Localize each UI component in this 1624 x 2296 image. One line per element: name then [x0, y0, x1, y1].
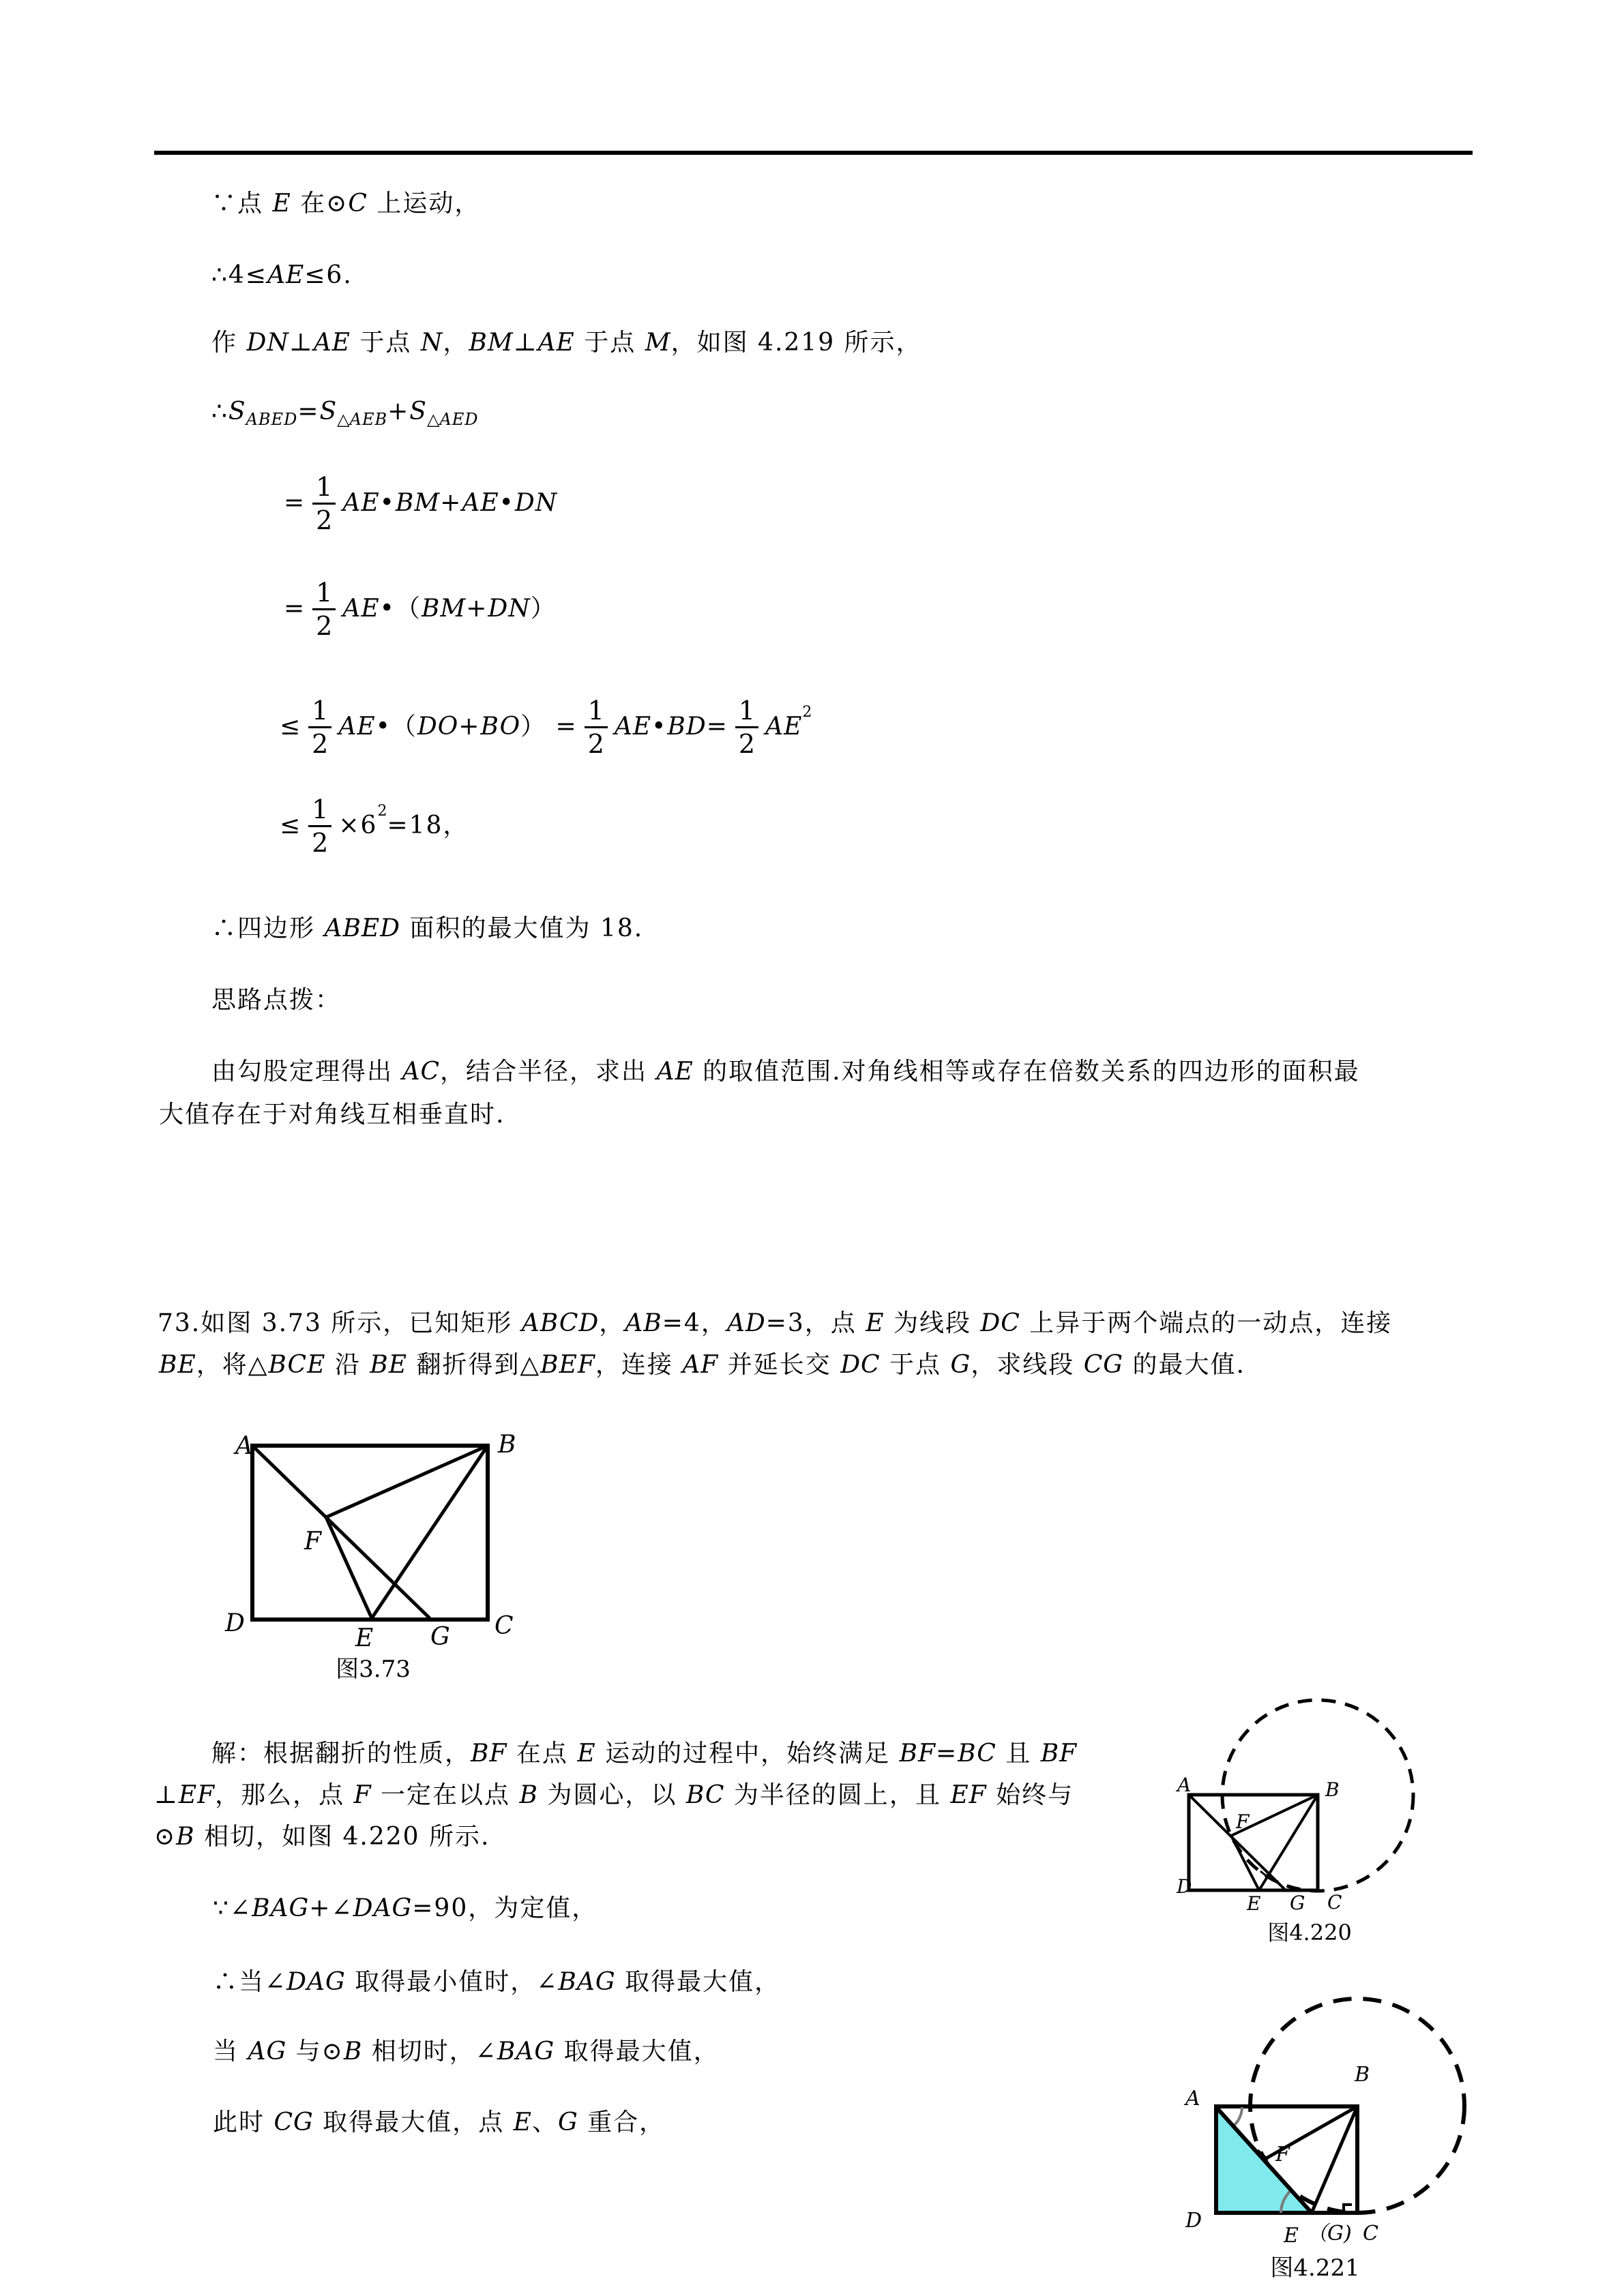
- text-run: AE: [342, 595, 380, 623]
- text-run: =18，: [387, 811, 469, 840]
- text-run: ≤6.: [304, 261, 353, 289]
- text-run: 上运动，: [367, 190, 481, 218]
- stmt-max-area-18: [211, 914, 643, 942]
- text-run: ，求线段: [971, 1351, 1084, 1379]
- text-run: CG: [274, 2108, 314, 2136]
- text-run: 为线段: [884, 1309, 981, 1337]
- text-run: DAG: [286, 1968, 346, 1996]
- fraction-numerator: 1: [316, 577, 333, 608]
- text-run: AC: [402, 1058, 440, 1086]
- text-run: DN: [514, 489, 558, 518]
- text-segment: [284, 595, 306, 623]
- text-run: ⊥: [154, 1781, 179, 1809]
- fraction: [735, 695, 758, 760]
- solution-line-3: [154, 1823, 490, 1851]
- problem-73-line-2: [159, 1351, 1245, 1379]
- text-run: +∠: [309, 1894, 353, 1922]
- text-run: ABED: [246, 410, 298, 430]
- text-run: AE: [537, 329, 575, 357]
- text-run: △: [337, 410, 350, 430]
- text-run: 作: [211, 329, 247, 357]
- text-run: AE: [313, 329, 351, 357]
- text-run: 相切时，∠: [362, 2038, 497, 2066]
- text-run: E: [272, 190, 291, 218]
- text-run: DN: [246, 329, 289, 357]
- fraction-numerator: 1: [316, 471, 333, 502]
- text-run: N: [420, 329, 443, 357]
- text-run: 当: [213, 2038, 248, 2066]
- text-segment: [158, 1309, 1392, 1337]
- line-AFG: [252, 1446, 430, 1618]
- text-segment: [213, 2038, 720, 2066]
- formula-inequality-do-bo: [280, 693, 812, 761]
- text-run: 并延长交: [718, 1351, 841, 1379]
- fraction: [312, 471, 336, 536]
- text-run: AG: [248, 2038, 287, 2066]
- label-G: G: [1290, 1892, 1305, 1914]
- text-run: ⊙: [154, 1823, 177, 1851]
- stmt-point-e-on-circle: [211, 190, 480, 218]
- label-D: D: [1177, 1875, 1192, 1898]
- text-segment: [154, 1823, 490, 1851]
- text-run: AD: [726, 1309, 766, 1337]
- text-segment: [338, 713, 577, 741]
- text-run: ∴当∠: [213, 1968, 287, 1996]
- text-run: EF: [950, 1781, 987, 1809]
- text-run: •: [651, 713, 668, 741]
- label-D: D: [1185, 2209, 1202, 2233]
- text-run: =: [706, 713, 728, 741]
- text-run: 在点: [507, 1740, 578, 1768]
- text-segment: [211, 190, 480, 218]
- text-run: ⊥: [513, 329, 538, 357]
- text-run: +: [387, 398, 410, 426]
- caption-fig-4-221: 图4.221: [1270, 2254, 1360, 2282]
- hint-line-1: [211, 1058, 1360, 1086]
- stmt-angle-sum-90: [213, 1894, 597, 1922]
- formula-max-value-18: [280, 792, 469, 860]
- subscript: [337, 410, 387, 429]
- label-B: B: [498, 1431, 516, 1459]
- text-run: B: [343, 2038, 363, 2066]
- text-run: 翻折得到△: [407, 1351, 541, 1379]
- text-run: DC: [980, 1309, 1020, 1337]
- text-run: 始终与: [986, 1781, 1074, 1809]
- text-run: 在⊙: [291, 190, 349, 218]
- text-run: BAG: [252, 1894, 310, 1922]
- text-run: DN: [488, 595, 531, 623]
- text-segment: [387, 398, 427, 426]
- text-segment: [213, 2108, 665, 2136]
- text-run: AE: [765, 713, 803, 741]
- text-run: 一定在以点: [371, 1781, 520, 1809]
- fraction-numerator: 1: [312, 794, 329, 824]
- text-segment: [387, 811, 469, 839]
- label-A: A: [1185, 2087, 1200, 2111]
- text-run: ≤: [280, 811, 302, 840]
- rectangle-ABCD: [252, 1446, 488, 1620]
- text-segment: [342, 595, 556, 623]
- stmt-construct-perpendiculars: [211, 329, 922, 357]
- stmt-angle-min-max: [213, 1968, 780, 1996]
- text-run: ，将△: [196, 1351, 269, 1379]
- fraction-denominator: 2: [308, 825, 331, 859]
- text-run: 取得最大值，点: [313, 2108, 514, 2136]
- figure-4-221: [1146, 1964, 1501, 2296]
- text-run: AE: [656, 1058, 694, 1086]
- text-run: 面积的最大值为 18.: [400, 914, 644, 942]
- subscript: [246, 410, 298, 429]
- text-run: BO: [480, 713, 521, 741]
- text-run: BF: [899, 1740, 936, 1768]
- superscript: 2: [377, 803, 387, 820]
- text-run: •: [379, 489, 396, 518]
- text-run: C: [348, 190, 368, 218]
- text-run: B: [176, 1823, 195, 1851]
- text-run: ≤: [280, 713, 302, 741]
- text-run: E: [866, 1309, 885, 1337]
- text-run: AE: [338, 713, 376, 741]
- text-run: +: [466, 595, 488, 623]
- caption-fig-3-73: 图3.73: [336, 1656, 411, 1683]
- text-segment: [280, 713, 301, 741]
- text-run: ）: [530, 595, 557, 623]
- text-segment: [284, 489, 306, 517]
- text-run: 由勾股定理得出: [211, 1058, 402, 1086]
- text-run: 此时: [213, 2108, 274, 2136]
- text-run: 于点: [574, 329, 645, 357]
- text-run: AE: [462, 489, 499, 518]
- text-run: B: [519, 1781, 538, 1809]
- text-run: BE: [159, 1351, 196, 1379]
- line-AFG: [1189, 1795, 1286, 1890]
- label-B: B: [1325, 1778, 1340, 1801]
- text-run: △: [426, 410, 440, 430]
- label-A: A: [1177, 1774, 1192, 1796]
- stmt-area-sum: [211, 398, 479, 430]
- text-run: S: [409, 398, 427, 426]
- label-A: A: [235, 1432, 253, 1460]
- text-run: E: [577, 1740, 596, 1768]
- text-run: S: [228, 398, 246, 426]
- text-run: 沿: [325, 1351, 370, 1379]
- text-run: AE: [267, 261, 305, 289]
- fraction-denominator: 2: [735, 726, 758, 760]
- text-run: BM: [395, 489, 441, 518]
- label-E: E: [1284, 2224, 1299, 2248]
- formula-half-ae-bm-dn: [284, 575, 557, 643]
- label-C: C: [1363, 2222, 1378, 2246]
- label-F: F: [1236, 1810, 1250, 1833]
- label-F: F: [304, 1527, 321, 1555]
- text-segment: [338, 811, 377, 839]
- line-FE: [326, 1517, 372, 1618]
- text-run: ∴: [211, 398, 228, 426]
- text-run: BF: [1040, 1740, 1078, 1768]
- text-run: 73.如图 3.73 所示，已知矩形: [158, 1309, 522, 1337]
- text-run: ，那么，点: [215, 1781, 354, 1809]
- text-segment: [615, 713, 728, 741]
- text-run: 、: [531, 2108, 558, 2136]
- text-run: =: [284, 489, 306, 518]
- label-B: B: [1355, 2063, 1370, 2087]
- text-segment: [159, 1351, 1245, 1379]
- text-run: ∵∠: [213, 1894, 252, 1922]
- text-run: 相切，如图 4.220 所示.: [194, 1823, 490, 1851]
- text-run: G: [557, 2108, 578, 2136]
- text-run: 取得最小值时，∠: [345, 1968, 559, 1996]
- text-run: M: [645, 329, 671, 357]
- text-segment: [211, 261, 353, 289]
- line-FE: [1231, 1836, 1259, 1890]
- problem-73-line-1: [158, 1309, 1392, 1337]
- text-run: BF: [471, 1740, 507, 1768]
- text-run: ，: [443, 329, 469, 357]
- text-segment: [211, 1058, 1360, 1086]
- text-run: 取得最大值，: [555, 2038, 720, 2066]
- text-run: ） =: [520, 713, 578, 741]
- stmt-tangent-max: [213, 2038, 720, 2066]
- text-run: S: [319, 398, 338, 426]
- text-run: 重合，: [578, 2108, 666, 2136]
- angle-arc-at-A: [1233, 2107, 1242, 2126]
- text-run: BC: [958, 1740, 996, 1768]
- text-run: AE: [614, 713, 652, 741]
- text-run: DC: [840, 1351, 881, 1379]
- label-G: G: [430, 1623, 450, 1651]
- fraction: [308, 794, 331, 859]
- text-run: DO: [417, 713, 459, 741]
- line-BE: [1312, 2106, 1357, 2213]
- fraction-denominator: 2: [585, 726, 608, 760]
- text-run: AB: [625, 1309, 662, 1337]
- superscript: 2: [802, 704, 812, 721]
- text-run: BAG: [558, 1968, 616, 1996]
- text-run: BAG: [497, 2038, 555, 2066]
- hint-line-2: [159, 1101, 505, 1129]
- fraction-numerator: 1: [738, 695, 756, 726]
- label-F: F: [1275, 2143, 1290, 2166]
- text-run: •（: [375, 713, 417, 741]
- text-segment: [765, 713, 802, 741]
- fraction: [308, 695, 331, 760]
- text-run: BM: [469, 329, 514, 357]
- text-run: BM: [421, 595, 467, 623]
- solution-line-1: [211, 1740, 1077, 1768]
- text-run: =3，点: [765, 1309, 866, 1337]
- text-segment: [211, 398, 246, 426]
- text-run: =: [935, 1740, 958, 1768]
- text-run: 为半径的圆上，且: [724, 1781, 951, 1809]
- text-segment: [280, 811, 301, 839]
- solution-line-2: [154, 1781, 1074, 1809]
- text-run: ∴四边形: [211, 914, 325, 942]
- text-run: BEF: [540, 1351, 595, 1379]
- text-run: 且: [996, 1740, 1041, 1768]
- text-run: ×6: [338, 811, 378, 840]
- text-run: ，如图 4.219 所示，: [670, 329, 922, 357]
- text-segment: [297, 398, 337, 426]
- text-run: •: [499, 489, 515, 518]
- text-run: AEB: [349, 410, 388, 430]
- text-run: ABED: [324, 914, 401, 942]
- text-run: AE: [342, 489, 380, 518]
- text-run: 上异于两个端点的一动点，连接: [1020, 1309, 1393, 1337]
- text-run: BD: [667, 713, 707, 741]
- text-run: G: [950, 1351, 971, 1379]
- text-run: =: [297, 398, 320, 426]
- fraction-denominator: 2: [312, 608, 336, 642]
- text-segment: [211, 1740, 1077, 1768]
- label-D: D: [225, 1609, 245, 1637]
- fraction-denominator: 2: [308, 726, 331, 760]
- text-run: DAG: [353, 1894, 413, 1922]
- text-run: AF: [682, 1351, 719, 1379]
- fraction-denominator: 2: [312, 503, 336, 536]
- text-run: =4，: [662, 1309, 727, 1337]
- text-run: =90，为定值，: [412, 1894, 598, 1922]
- text-run: EF: [178, 1781, 216, 1809]
- label-C: C: [494, 1612, 514, 1640]
- text-run: ABCD: [521, 1309, 600, 1337]
- text-run: ∴4≤: [211, 261, 267, 289]
- stmt-cg-max-eg-coincide: [213, 2108, 665, 2136]
- figure-4-220: [1132, 1664, 1446, 1950]
- text-run: 为圆心，以: [537, 1781, 686, 1809]
- stmt-ae-range: [211, 261, 353, 289]
- text-run: 与⊙: [286, 2038, 344, 2066]
- text-run: BC: [685, 1781, 725, 1809]
- text-run: 于点: [880, 1351, 951, 1379]
- text-segment: [211, 329, 922, 357]
- text-run: 于点: [350, 329, 421, 357]
- heading-hint: [211, 986, 341, 1014]
- text-run: +: [458, 713, 481, 741]
- text-run: AED: [439, 410, 479, 430]
- text-segment: [342, 489, 557, 517]
- text-run: 取得最大值，: [615, 1968, 781, 1996]
- text-segment: [154, 1781, 1074, 1809]
- text-run: 解：根据翻折的性质，: [211, 1740, 471, 1768]
- text-segment: [211, 914, 643, 942]
- text-run: ，结合半径，求出: [440, 1058, 657, 1086]
- label-E: E: [355, 1624, 374, 1652]
- fraction-numerator: 1: [312, 695, 329, 726]
- label-G-coincident: （G): [1307, 2222, 1352, 2246]
- fraction: [585, 695, 608, 760]
- text-segment: [159, 1101, 505, 1129]
- text-run: CG: [1083, 1351, 1124, 1379]
- text-run: ，: [599, 1309, 625, 1337]
- text-run: 运动的过程中，始终满足: [595, 1740, 900, 1768]
- text-run: ∵点: [211, 190, 273, 218]
- label-C: C: [1327, 1891, 1342, 1913]
- text-run: ⊥: [289, 329, 314, 357]
- text-run: 大值存在于对角线互相垂直时.: [159, 1101, 505, 1129]
- formula-half-ae-bm-plus-ae-dn: [284, 469, 557, 537]
- text-run: =: [284, 595, 306, 623]
- fraction-numerator: 1: [587, 695, 604, 726]
- text-run: F: [353, 1781, 372, 1809]
- text-run: E: [513, 2108, 532, 2136]
- text-segment: [213, 1968, 780, 1996]
- text-run: BCE: [268, 1351, 326, 1379]
- text-run: 思路点拨：: [211, 986, 342, 1014]
- text-run: 的取值范围.对角线相等或存在倍数关系的四边形的面积最: [693, 1058, 1360, 1086]
- text-run: BE: [370, 1351, 407, 1379]
- header-rule: [154, 151, 1473, 155]
- label-E: E: [1247, 1892, 1261, 1915]
- text-run: +: [440, 489, 462, 518]
- fraction: [312, 577, 336, 642]
- caption-fig-4-220: 图4.220: [1267, 1920, 1352, 1945]
- figure-3-73: [205, 1418, 532, 1705]
- text-run: •（: [379, 595, 422, 623]
- text-run: 的最大值.: [1123, 1351, 1245, 1379]
- text-segment: [213, 1894, 597, 1922]
- text-run: ，连接: [595, 1351, 683, 1379]
- text-segment: [211, 986, 341, 1014]
- rectangle-ABCD: [1189, 1795, 1318, 1890]
- subscript: [427, 410, 479, 429]
